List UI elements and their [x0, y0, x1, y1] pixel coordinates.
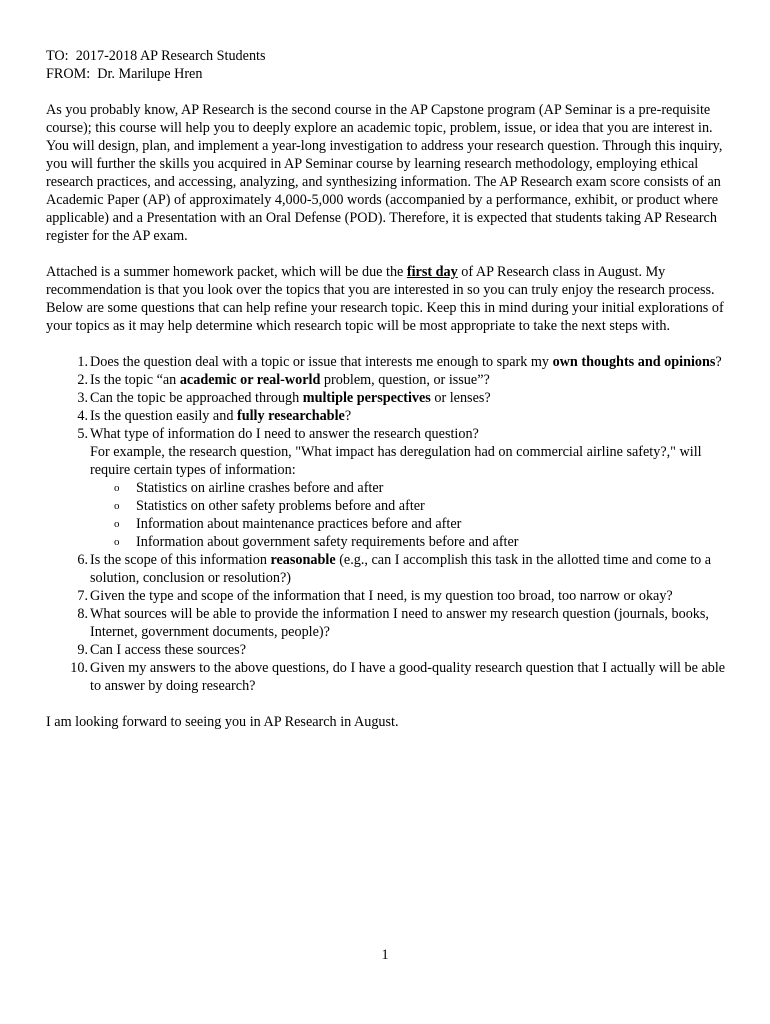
- question-text: What sources will be able to provide the information I need to answer my research question (journals, books, Internet, government documents, people)?: [90, 606, 709, 640]
- memo-from-label: FROM:: [46, 66, 91, 82]
- list-item: [46, 371, 730, 389]
- question-emphasis: multiple perspectives: [302, 390, 431, 406]
- list-number: 3.: [77, 390, 88, 406]
- question-text: What type of information do I need to answer the research question?: [90, 426, 479, 442]
- example-text: For example, the research question, "What impact has deregulation had on commercial airline safety?," will require certain types of information:: [90, 444, 702, 478]
- closing-line: I am looking forward to seeing you in AP Research in August.: [46, 714, 399, 730]
- list-item: [46, 551, 730, 587]
- memo-from-value: Dr. Marilupe Hren: [97, 66, 203, 82]
- bullet-icon: o: [114, 536, 120, 548]
- list-number: 2.: [77, 372, 88, 388]
- list-number: 6.: [77, 552, 88, 568]
- bullet-icon: o: [114, 500, 120, 512]
- list-number: 1.: [77, 354, 88, 370]
- question-text-end: (e.g., can I accomplish this task in the allotted time and come to a solution, conclusion or resolution?): [90, 552, 712, 586]
- list-number: 5.: [77, 426, 88, 442]
- question-text-end: or lenses?: [430, 390, 491, 406]
- question-text-end: ?: [715, 354, 722, 370]
- list-item: [46, 587, 730, 605]
- list-number: 4.: [77, 408, 88, 424]
- question-emphasis: academic or real-world: [179, 372, 321, 388]
- question-emphasis: own thoughts and opinions: [552, 354, 716, 370]
- bullet-icon: o: [114, 482, 120, 494]
- sub-list: [90, 479, 730, 551]
- sub-list-item: [90, 479, 730, 497]
- bullet-icon: o: [114, 518, 120, 530]
- question-text: Can the topic be approached through: [90, 390, 303, 406]
- question-emphasis: fully researchable: [236, 408, 345, 424]
- question-text: Given the type and scope of the information that I need, is my question too broad, too narrow or okay?: [90, 588, 673, 604]
- list-number: 7.: [77, 588, 88, 604]
- question-text: Is the topic “an: [90, 372, 180, 388]
- question-emphasis: reasonable: [270, 552, 336, 568]
- question-text: Is the question easily and: [90, 408, 237, 424]
- list-item: [46, 659, 730, 695]
- first-day-emphasis: first day: [406, 264, 458, 280]
- homework-text-before: Attached is a summer homework packet, which will be due the: [46, 264, 407, 280]
- memo-to-value: 2017-2018 AP Research Students: [75, 48, 266, 64]
- list-item: [46, 641, 730, 659]
- question-text: Does the question deal with a topic or issue that interests me enough to spark my: [90, 354, 553, 370]
- sub-item-text: Information about maintenance practices before and after: [136, 516, 462, 532]
- list-item: [46, 353, 730, 371]
- page-number: 1: [381, 947, 389, 963]
- question-list: [46, 353, 730, 695]
- list-number: 9.: [77, 642, 88, 658]
- memo-to-line: [46, 47, 730, 65]
- document-page: [46, 47, 730, 731]
- question-text-end: ?: [344, 408, 352, 424]
- homework-text-after: of AP Research class in August. My recommendation is that you look over the topics that you are interested in so you can truly enjoy the research process. Below are some questions that can help refine your research topic. Keep this in mind during your initial explorations of your topics as it may help determine which research topic will be most appropriate to take the next steps with.: [46, 264, 724, 334]
- sub-item-text: Statistics on other safety problems before and after: [136, 498, 425, 514]
- sub-item-text: Statistics on airline crashes before and after: [136, 480, 384, 496]
- list-item: [46, 605, 730, 641]
- list-item: [46, 407, 730, 425]
- memo-to-label: TO:: [46, 48, 69, 64]
- list-item: [46, 425, 730, 551]
- sub-list-item: [90, 533, 730, 551]
- sub-item-text: Information about government safety requirements before and after: [136, 534, 519, 550]
- sub-list-item: [90, 515, 730, 533]
- intro-paragraph: As you probably know, AP Research is the second course in the AP Capstone program (AP Seminar is a pre-requisite course); this course will help you to deeply explore an academic topic, problem, issue, or idea that you are interest in. You will design, plan, and implement a year-long investigation to address your research question. Through this inquiry, you will further the skills you acquired in AP Seminar course by learning research methodology, employing ethical research practices, and accessing, analyzing, and synthesizing information. The AP Research exam score consists of an Academic Paper (AP) of approximately 4,000-5,000 words (accompanied by a performance, exhibit, or product where applicable) and a Presentation with an Oral Defense (POD). Therefore, it is expected that students taking AP Research register for the AP exam.: [46, 102, 723, 244]
- sub-list-item: [90, 497, 730, 515]
- list-item: [46, 389, 730, 407]
- question-text: Is the scope of this information: [90, 552, 271, 568]
- list-number: 10.: [70, 660, 88, 676]
- question-text: Given my answers to the above questions, do I have a good-quality research question that I actually will be able to answer by doing research?: [90, 660, 726, 694]
- list-number: 8.: [77, 606, 88, 622]
- question-text: Can I access these sources?: [90, 642, 246, 658]
- memo-from-line: [46, 65, 730, 83]
- homework-paragraph: [46, 263, 730, 335]
- question-text-end: problem, question, or issue”?: [320, 372, 490, 388]
